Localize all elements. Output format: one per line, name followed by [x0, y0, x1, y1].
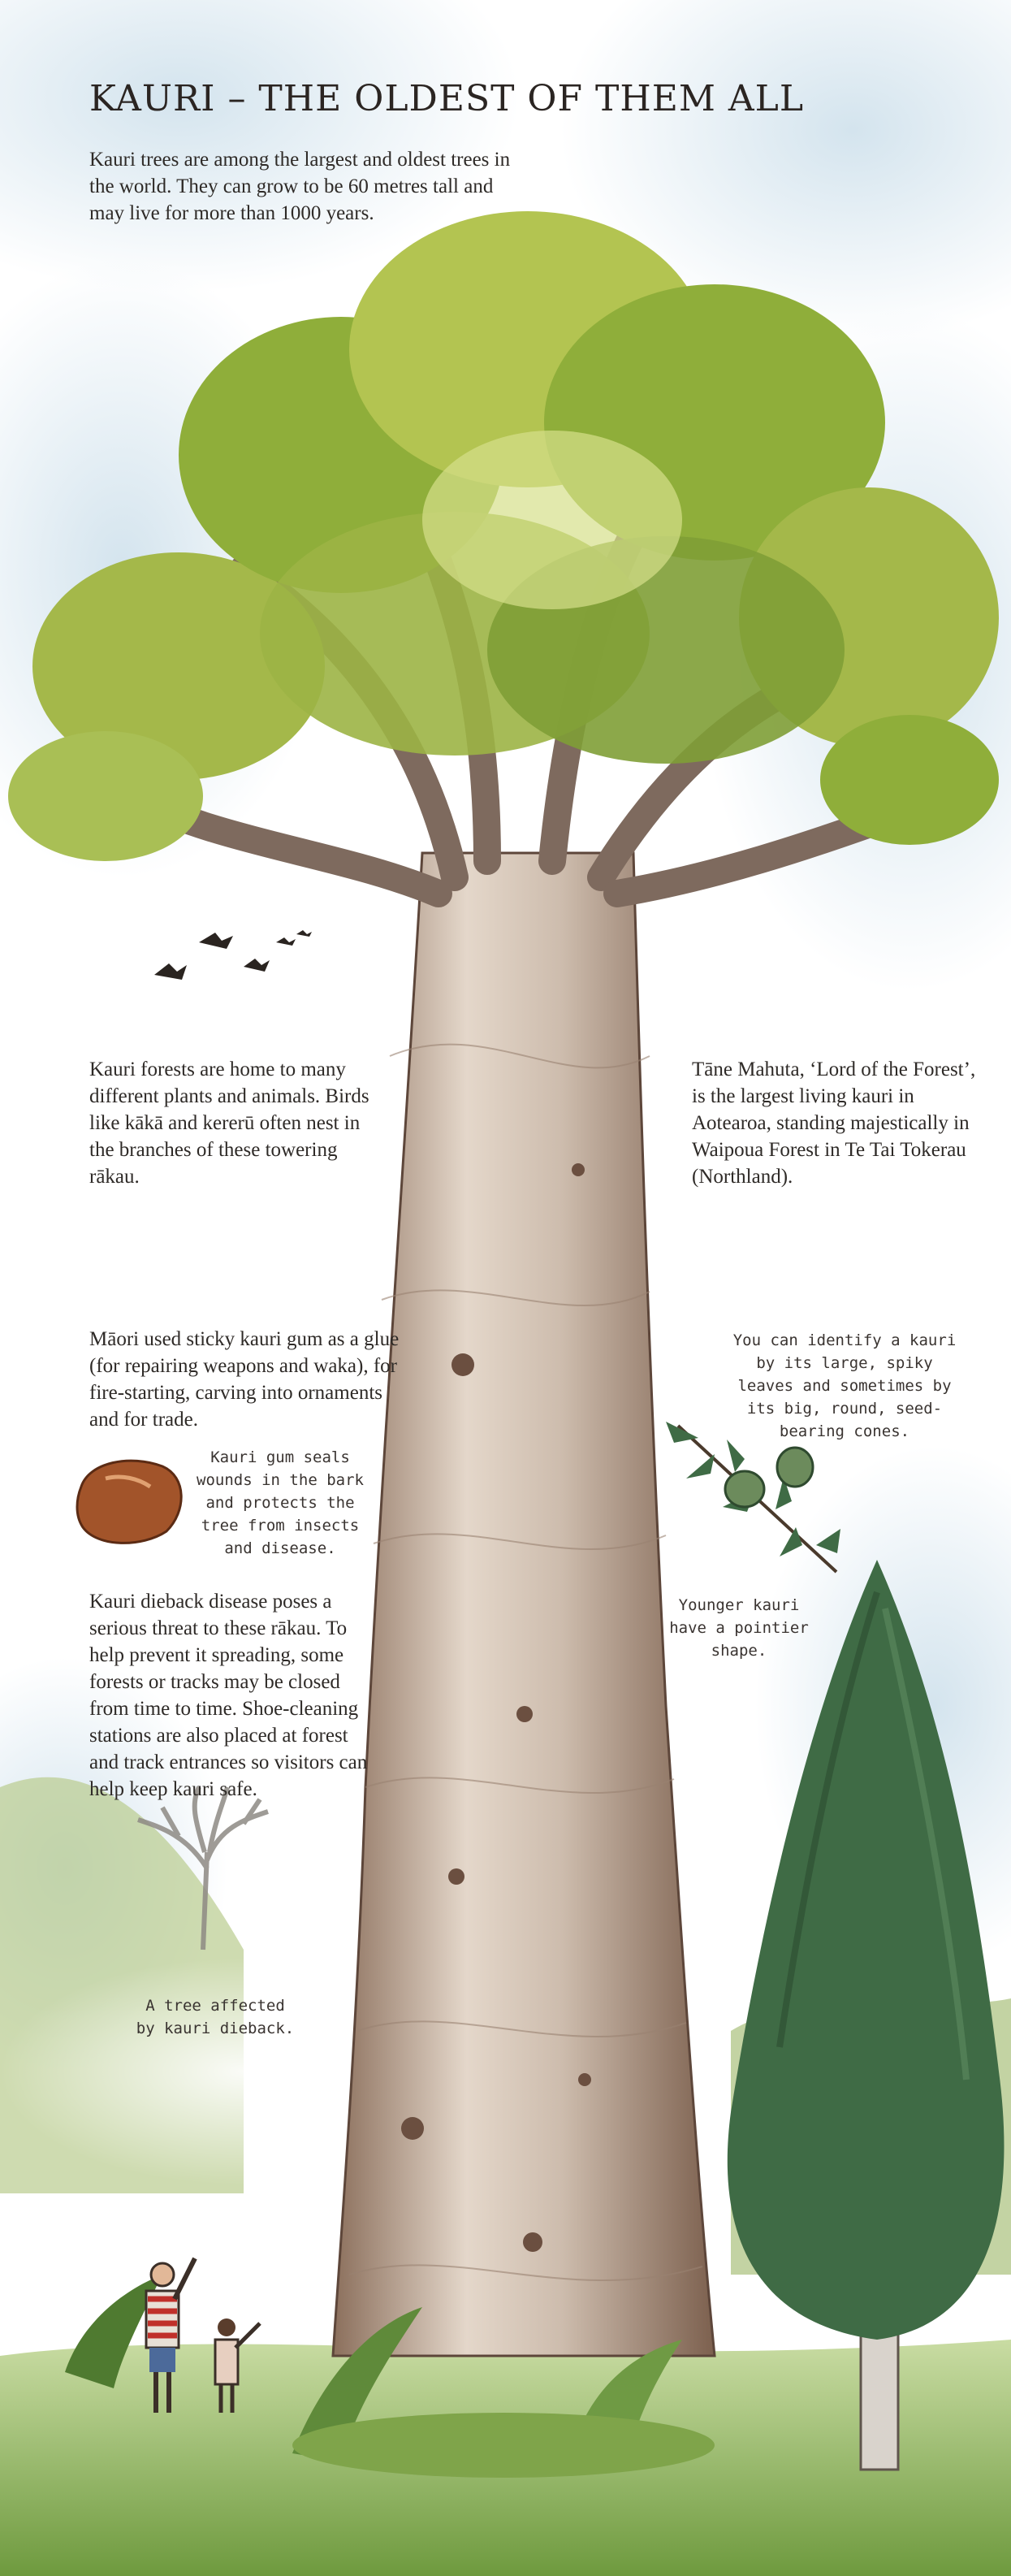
maori-gum-text: Māori used sticky kauri gum as a glue (for repairing weapons and waka), for fire-starting, carving into ornaments and for trade. [89, 1328, 400, 1431]
younger-kauri-caption: Younger kauri have a pointier shape. [669, 1596, 809, 1660]
page-title: KAURI – THE OLDEST OF THEM ALL [89, 78, 805, 119]
tane-mahuta-text: Tāne Mahuta, ‘Lord of the Forest’, is the largest living kauri in Aotearoa, standing majestically in Waipoua Forest in Te Tai Tokerau (Northland). [692, 1059, 976, 1188]
dieback-text: Kauri dieback disease poses a serious threat to these rākau. To help prevent it spreading, some forests or tracks may be closed from time to time. Shoe-cleaning stations are also placed at forest and track entrances so visitors can help keep kauri safe. [89, 1591, 368, 1800]
kauri-leaf-and-cones-icon [666, 1422, 840, 1572]
dieback-caption: A tree affected by kauri dieback. [136, 1997, 295, 2037]
kauri-gum-icon [77, 1461, 181, 1543]
identify-caption: You can identify a kauri by its large, spiky leaves and sometimes by its big, round, seed-bearing cones. [732, 1331, 957, 1440]
birds [154, 930, 312, 980]
gum-caption: Kauri gum seals wounds in the bark and protects the tree from insects and disease. [197, 1448, 364, 1557]
intro-text: Kauri trees are among the largest and oldest trees in the world. They can grow to be 60 metres tall and may live for more than 1000 years. [89, 149, 511, 224]
forests-text: Kauri forests are home to many different plants and animals. Birds like kākā and kererū often nest in the branches of these towering rākau. [89, 1059, 369, 1188]
kauri-trunk [333, 853, 715, 2356]
